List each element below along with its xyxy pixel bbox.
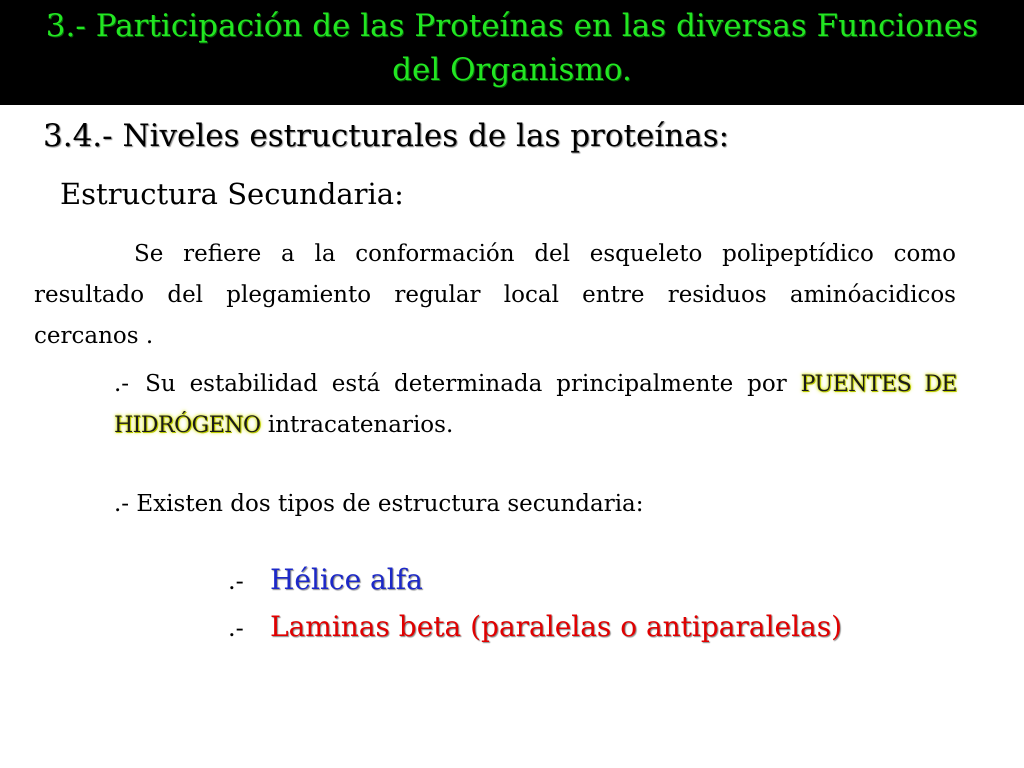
structure-types-list — [228, 557, 842, 651]
definition-paragraph: Se refiere a la conformación del esqueleto polipeptídico como resultado del plegamiento regular local entre residuos aminóacidicos cercanos . — [34, 241, 956, 349]
type-beta-sheet — [228, 604, 842, 651]
alpha-helix-label: Hélice alfa — [270, 563, 423, 596]
slide-title-line-1: 3.- Participación de las Proteínas en las diversas Funciones — [45, 8, 979, 44]
types-intro-text: Existen dos tipos de estructura secundaria: — [136, 491, 644, 517]
bullet-marker: .- — [114, 491, 130, 517]
bullet-marker: .- — [114, 371, 130, 397]
slide-title-line-2: del Organismo. — [392, 52, 632, 88]
stability-text: Su estabilidad está determinada principalmente por — [145, 371, 787, 397]
section-heading: Estructura Secundaria: — [60, 177, 404, 211]
stability-text-end: intracatenarios. — [267, 412, 454, 438]
title-bar — [0, 0, 1024, 105]
hydrogen-bonds-highlight: PUENTES DE HIDRÓGENO — [114, 372, 957, 438]
bullet-marker: .- — [228, 614, 244, 642]
beta-sheet-label: Laminas beta (paralelas o antiparalelas) — [270, 610, 843, 643]
types-intro-bullet — [114, 484, 644, 525]
stability-bullet — [114, 364, 957, 446]
slide-title — [20, 4, 1004, 92]
slide-subtitle: 3.4.- Niveles estructurales de las proteínas: — [43, 118, 730, 154]
bullet-marker: .- — [228, 567, 244, 595]
type-alpha-helix — [228, 557, 842, 604]
